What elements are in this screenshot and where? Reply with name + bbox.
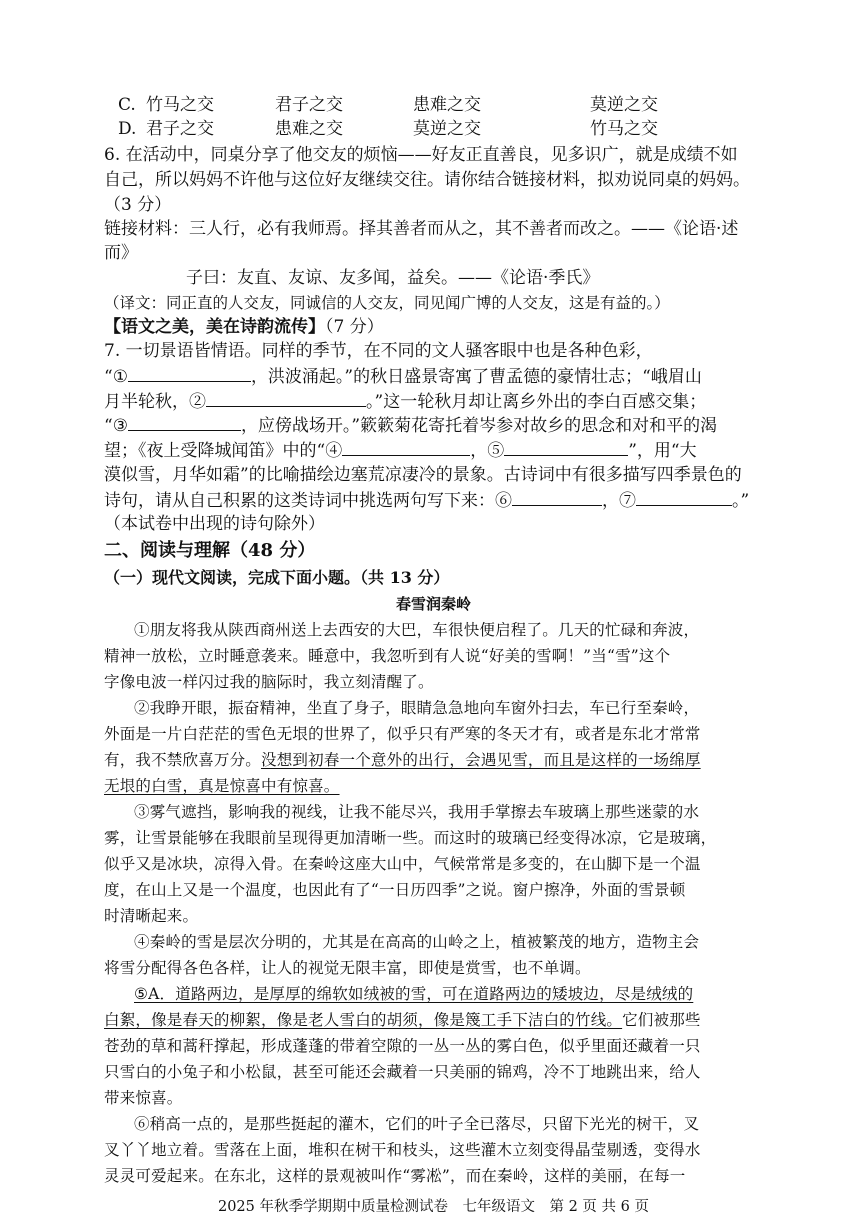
article-line: 雾，让雪景能够在我眼前呈现得更加清晰一些。而这时的玻璃已经变得冰凉，它是玻璃， bbox=[104, 829, 717, 847]
underlined-sentence-a-cont: 白絮，像是春天的柳絮，像是老人雪白的胡须，像是篾工手下洁白的竹线。 bbox=[104, 1011, 623, 1029]
article-line: 灵灵可爱起来。在东北，这样的景观被叫作“雾凇”，而在秦岭，这样的美丽，在每一 bbox=[104, 1167, 686, 1185]
article-line: 叉丫丫地立着。雪落在上面，堆积在树干和枝头，这些灌木立刻变得晶莹剔透，变得水 bbox=[104, 1141, 701, 1159]
q6-line-1: 6. 在活动中，同桌分享了他交友的烦恼——好友正直善良，见多识广，就是成绩不如 bbox=[104, 145, 738, 165]
article-line: 带来惊喜。 bbox=[104, 1089, 183, 1107]
article-line: 时清晰起来。 bbox=[104, 907, 199, 925]
q6-link-quote: 子曰：友直、友谅、友多闻，益矣。——《论语·季氏》 bbox=[186, 268, 600, 288]
article-line: ①朋友将我从陕西商州送上去西安的大巴，车很快便启程了。几天的忙碌和奔波， bbox=[134, 621, 700, 639]
underlined-sentence-a: ⑤A．道路两边，是厚厚的绵软如绒被的雪，可在道路两边的矮坡边，尽是绒绒的 bbox=[134, 985, 694, 1003]
answer-blank-6[interactable] bbox=[512, 487, 602, 506]
section-beauty-score: （7 分） bbox=[325, 317, 384, 337]
article-line: 将雪分配得各色各样，让人的视觉无限丰富，即使是赏雪，也不单调。 bbox=[104, 959, 591, 977]
option-c-item-4: 莫逆之交 bbox=[590, 95, 658, 115]
q6-translation: （译文：同正直的人交友，同诚信的人交友，同见闻广博的人交友，这是有益的。） bbox=[104, 294, 670, 312]
article-line: 只雪白的小兔子和小松鼠，甚至可能还会藏着一只美丽的锦鸡，冷不丁地跳出来，给人 bbox=[104, 1063, 701, 1081]
underlined-sentence-cont: 无垠的白雪，真是惊喜中有惊喜。 bbox=[104, 777, 340, 795]
option-c-letter: C. bbox=[118, 95, 136, 115]
option-c-item-3: 患难之交 bbox=[413, 95, 481, 115]
answer-blank-5[interactable] bbox=[504, 437, 628, 456]
article-line: 似乎又是冰块，凉得入骨。在秦岭这座大山中，气候常常是多变的，在山脚下是一个温 bbox=[104, 855, 701, 873]
section-beauty-heading bbox=[104, 314, 384, 340]
option-d-item-3: 莫逆之交 bbox=[413, 119, 481, 139]
q7-line-7: 诗句，请从自己积累的这类诗词中挑选两句写下来：⑥ ，⑦ 。” bbox=[104, 487, 749, 514]
article-line: 苍劲的草和蒿秆撑起，形成蓬蓬的带着空隙的一丛一丛的雾白色，似乎里面还藏着一只 bbox=[104, 1037, 701, 1055]
article-line: 字像电波一样闪过我的脑际时，我立刻清醒了。 bbox=[104, 673, 434, 691]
part-2-heading: 二、阅读与理解（48 分） bbox=[104, 540, 316, 561]
article-line: 外面是一片白茫茫的雪色无垠的世界了，似乎只有严寒的冬天才有，或者是东北才常常 bbox=[104, 725, 701, 743]
q7-line-6: 漠似雪，月华如霜”的比喻描绘边塞荒凉凄冷的景象。古诗词中有很多描写四季景色的 bbox=[104, 465, 742, 485]
answer-blank-1[interactable] bbox=[128, 363, 251, 382]
option-d-letter: D. bbox=[118, 119, 137, 139]
q6-link-line-2: 而》 bbox=[104, 243, 138, 263]
option-d-item-2: 患难之交 bbox=[275, 119, 343, 139]
q7-line-5: 望；《夜上受降城闻笛》中的“④ ，⑤ ”，用“大 bbox=[104, 437, 697, 464]
option-d-item-4: 竹马之交 bbox=[590, 119, 658, 139]
q7-line-2: “① ，洪波涌起。”的秋日盛景寄寓了曹孟德的豪情壮志；“峨眉山 bbox=[104, 363, 702, 390]
q7-note: （本试卷中出现的诗句除外） bbox=[104, 514, 325, 534]
q6-score: （3 分） bbox=[104, 195, 172, 215]
option-c-item-1: 竹马之交 bbox=[146, 95, 214, 115]
q6-line-2: 自己，所以妈妈不许他与这位好友继续交往。请你结合链接材料，拟劝说同桌的妈妈。 bbox=[104, 170, 750, 190]
article-title: 春雪润秦岭 bbox=[395, 595, 471, 613]
answer-blank-4[interactable] bbox=[342, 437, 470, 456]
answer-blank-3[interactable] bbox=[128, 412, 241, 431]
article-line: 白絮，像是春天的柳絮，像是老人雪白的胡须，像是篾工手下洁白的竹线。它们被那些 bbox=[104, 1011, 701, 1029]
option-d-item-1: 君子之交 bbox=[146, 119, 214, 139]
answer-blank-2[interactable] bbox=[206, 388, 366, 407]
article-line: ②我睁开眼，振奋精神，坐直了身子，眼睛急急地向车窗外扫去，车已行至秦岭， bbox=[134, 699, 700, 717]
part-2-subheading: （一）现代文阅读，完成下面小题。（共 13 分） bbox=[104, 568, 450, 587]
option-c-item-2: 君子之交 bbox=[275, 95, 343, 115]
q6-link-line-1: 链接材料：三人行，必有我师焉。择其善者而从之，其不善者而改之。——《论语·述 bbox=[104, 219, 739, 239]
answer-blank-7[interactable] bbox=[636, 487, 732, 506]
q7-line-1: 7. 一切景语皆情语。同样的季节，在不同的文人骚客眼中也是各种色彩， bbox=[104, 341, 653, 361]
section-beauty-title: 【语文之美，美在诗韵流传】 bbox=[104, 317, 325, 337]
q7-line-3: 月半轮秋，② 。”这一轮秋月却让离乡外出的李白百感交集； bbox=[104, 388, 706, 415]
q7-line-4: “③ ，应傍战场开。”簌簌菊花寄托着岑参对故乡的思念和对和平的渴 bbox=[104, 412, 717, 439]
article-line: 有，我不禁欣喜万分。没想到初春一个意外的出行，会遇见雪，而且是这样的一场绵厚 bbox=[104, 751, 701, 769]
underlined-sentence: 没想到初春一个意外的出行，会遇见雪，而且是这样的一场绵厚 bbox=[261, 751, 701, 769]
article-line: 度，在山上又是一个温度，也因此有了“一日历四季”之说。窗户擦净，外面的雪景顿 bbox=[104, 881, 686, 899]
article-line: ④秦岭的雪是层次分明的，尤其是在高高的山岭之上，植被繁茂的地方，造物主会 bbox=[134, 933, 700, 951]
page-footer: 2025 年秋季学期期中质量检测试卷 七年级语文 第 2 页 共 6 页 bbox=[217, 1199, 649, 1215]
article-line: ⑥稍高一点的，是那些挺起的灌木，它们的叶子全已落尽，只留下光光的树干，叉 bbox=[134, 1115, 700, 1133]
article-line: 精神一放松，立时睡意袭来。睡意中，我忽听到有人说“好美的雪啊！”当“雪”这个 bbox=[104, 647, 671, 665]
article-line: ③雾气遮挡，影响我的视线，让我不能尽兴，我用手掌擦去车玻璃上那些迷蒙的水 bbox=[134, 803, 700, 821]
